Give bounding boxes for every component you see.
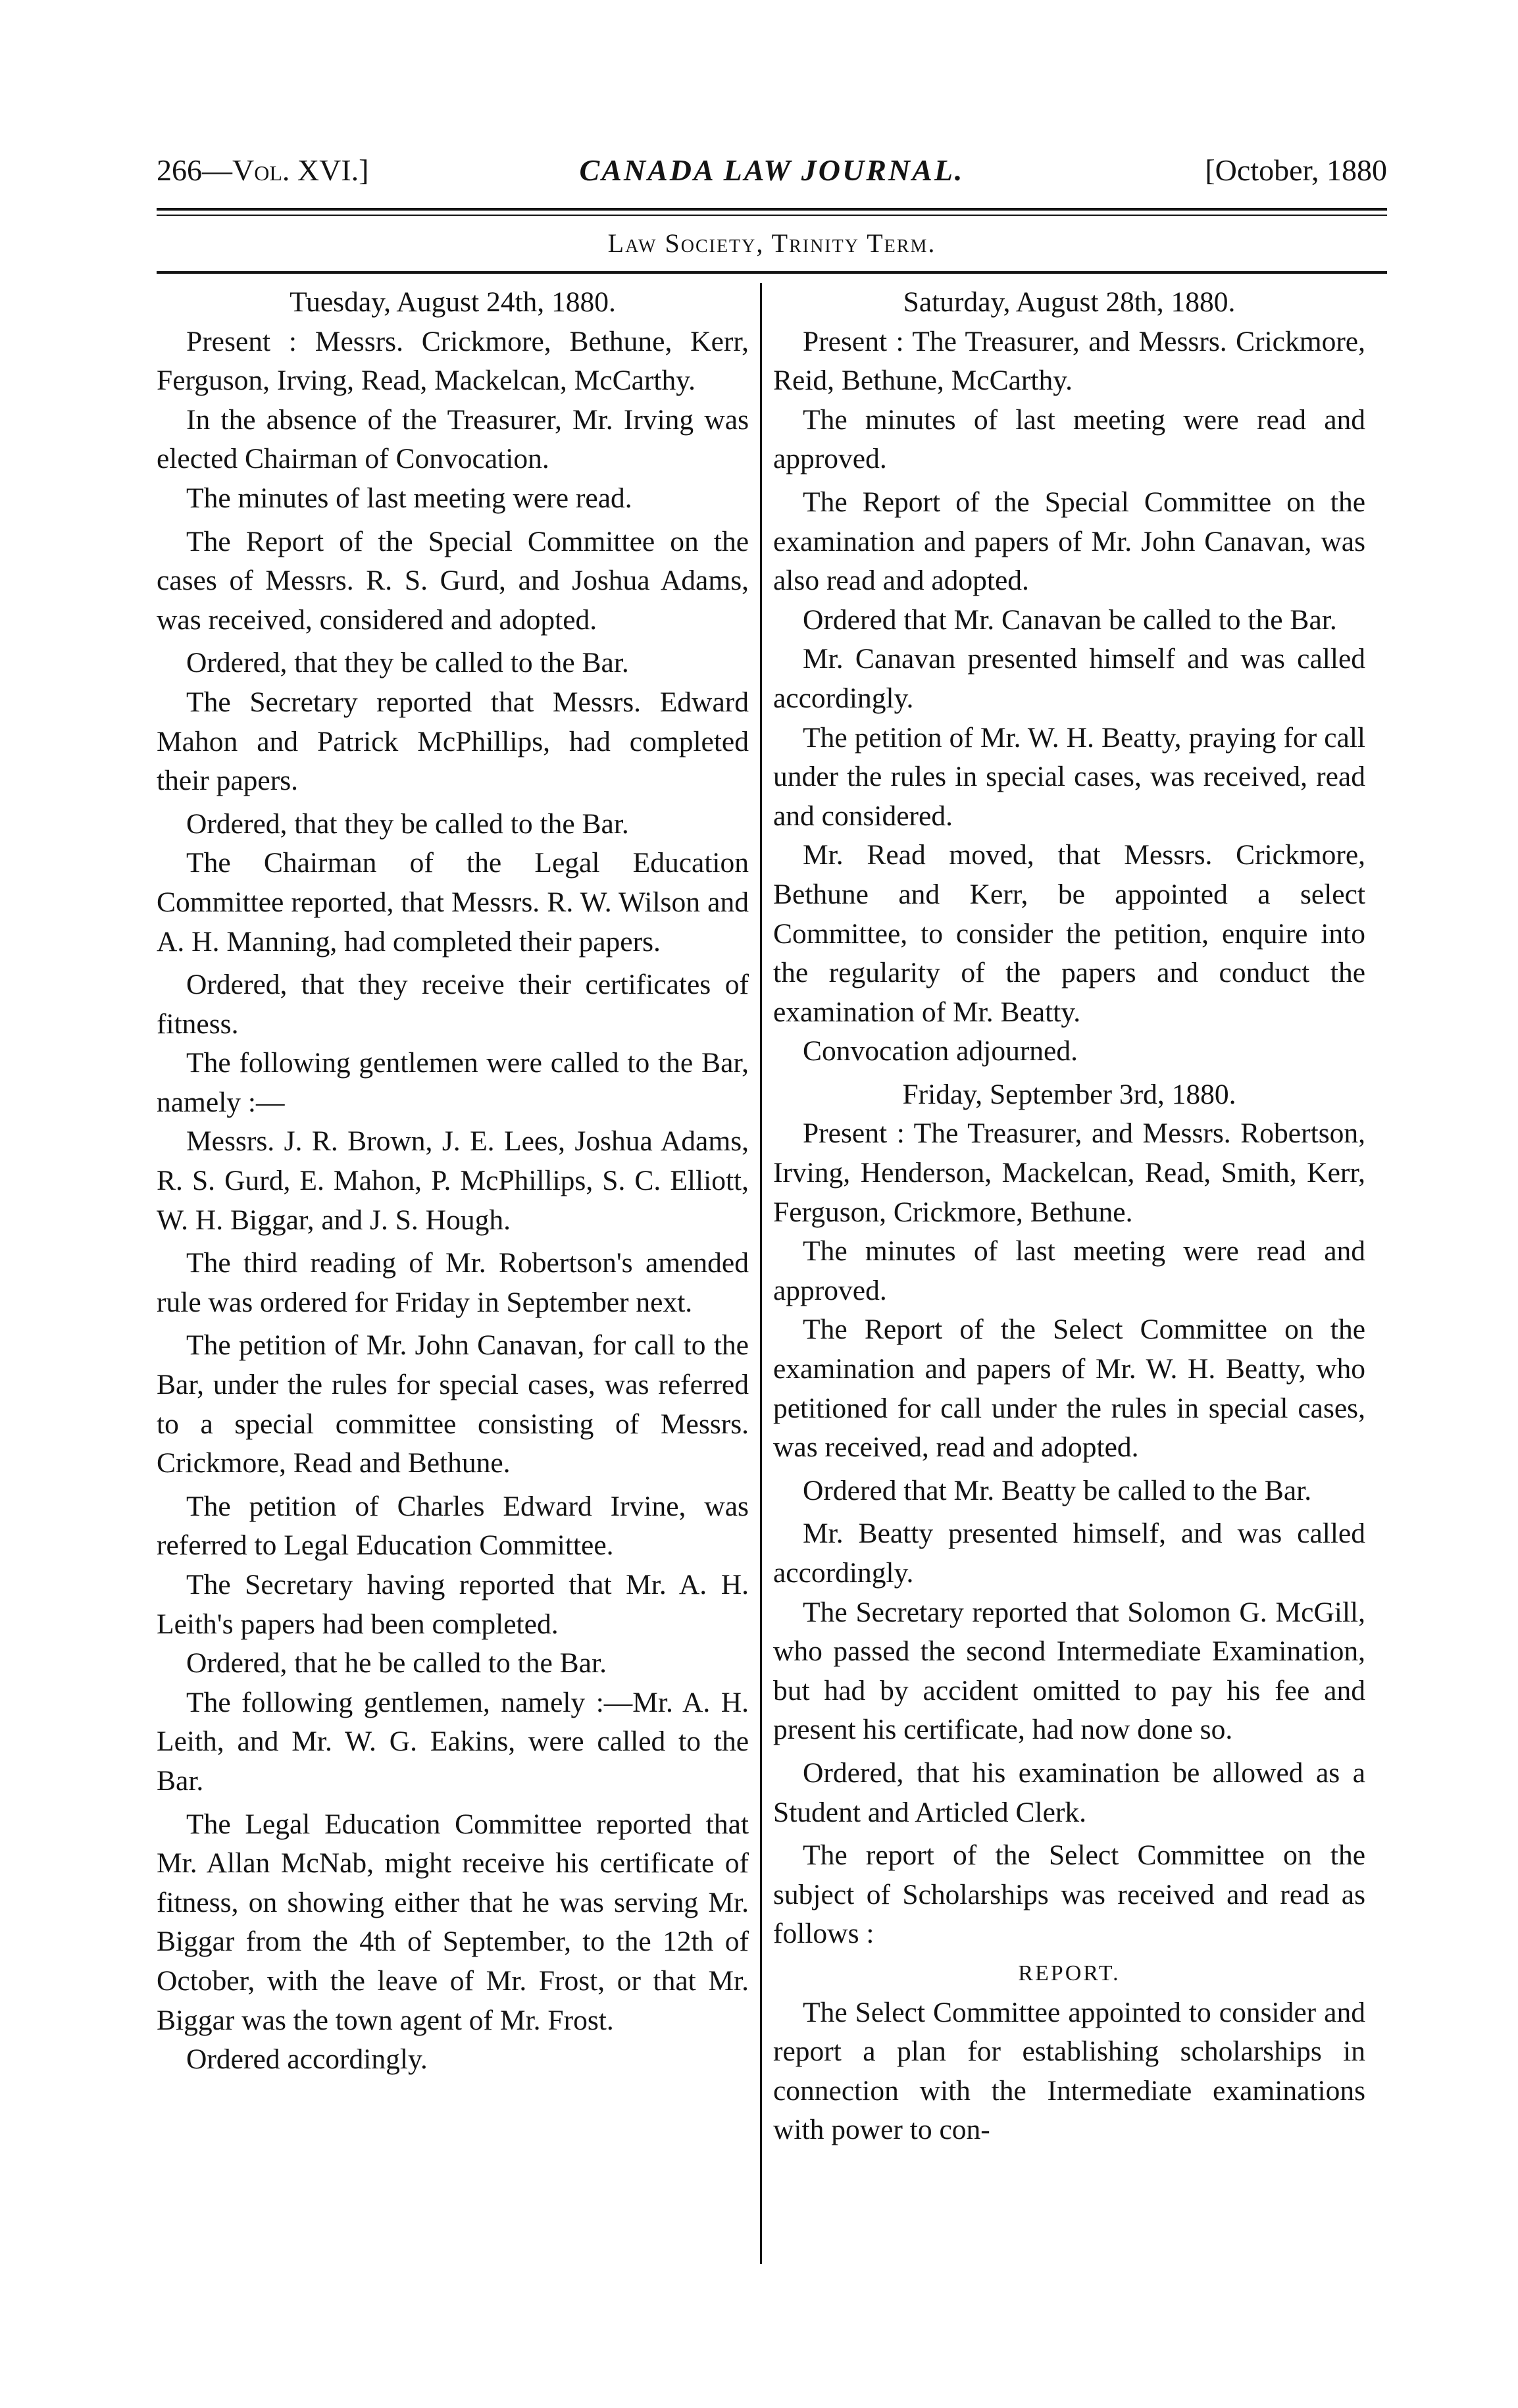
paragraph: Mr. Beatty presented himself, and was called accordingly.: [773, 1518, 1365, 1589]
paragraph: Ordered, that they be called to the Bar.: [186, 807, 629, 840]
paragraph: Convocation adjourned.: [803, 1035, 1078, 1067]
paragraph: The minutes of last meeting were read and approved.: [773, 1235, 1365, 1306]
journal-title: CANADA LAW JOURNAL.: [579, 153, 965, 187]
meeting-date: Saturday, August 28th, 1880.: [903, 286, 1236, 318]
running-head: [157, 153, 1387, 199]
paragraph: The petition of Charles Edward Irvine, was referred to Legal Education Committee.: [157, 1490, 749, 1562]
section-rule: [157, 271, 1387, 274]
paragraph: In the absence of the Treasurer, Mr. Irving was elected Chairman of Convocation.: [157, 403, 749, 475]
paragraph: Present : Messrs. Crickmore, Bethune, Kerr, Ferguson, Irving, Read, Mackelcan, McCarthy.: [157, 325, 749, 397]
paragraph: The third reading of Mr. Robertson's amended rule was ordered for Friday in September next.: [157, 1247, 749, 1318]
left-column: [157, 283, 749, 2080]
paragraph: The Legal Education Committee reported that Mr. Allan McNab, might receive his certificate of fitness, on showing either that he was serving Mr. Biggar from the 4th of September, to the 12th of October, with the leave of Mr. Frost, or that Mr. Biggar was the town agent of Mr. Frost.: [157, 1808, 749, 2036]
paragraph: Present : The Treasurer, and Messrs. Robertson, Irving, Henderson, Mackelcan, Read, Smith, Kerr, Ferguson, Crickmore, Bethune.: [773, 1117, 1365, 1228]
paragraph: The Report of the Special Committee on the cases of Messrs. R. S. Gurd, and Joshua Adams, was received, considered and adopted.: [157, 525, 749, 636]
paragraph: Ordered that Mr. Beatty be called to the Bar.: [803, 1474, 1312, 1506]
paragraph: The petition of Mr. W. H. Beatty, praying for call under the rules in special cases, was received, read and considered.: [773, 721, 1365, 832]
paragraph: Mr. Read moved, that Messrs. Crickmore, Bethune and Kerr, be appointed a select Committee, to consider the petition, enquire into the regularity of the papers and conduct the examination of Mr. Beatty.: [773, 839, 1365, 1028]
paragraph: The following gentlemen, namely :—Mr. A. H. Leith, and Mr. W. G. Eakins, were called to the Bar.: [157, 1686, 749, 1797]
paragraph: The Chairman of the Legal Education Committee reported, that Messrs. R. W. Wilson and A. H. Manning, had completed their papers.: [157, 847, 749, 958]
paragraph: The Secretary reported that Solomon G. McGill, who passed the second Intermediate Examination, but had by accident omitted to pay his fee and present his certificate, had now done so.: [773, 1596, 1365, 1746]
paragraph: Ordered that Mr. Canavan be called to the Bar.: [803, 603, 1337, 636]
paragraph: Ordered, that they be called to the Bar.: [186, 647, 629, 679]
paragraph: The minutes of last meeting were read and approved.: [773, 403, 1365, 475]
paragraph: Present : The Treasurer, and Messrs. Crickmore, Reid, Bethune, McCarthy.: [773, 325, 1365, 397]
paragraph: The Secretary reported that Messrs. Edward Mahon and Patrick McPhillips, had completed their papers.: [157, 686, 749, 797]
paragraph: Ordered, that he be called to the Bar.: [186, 1647, 607, 1679]
meeting-date: Friday, September 3rd, 1880.: [902, 1078, 1236, 1110]
right-column: [773, 283, 1365, 2150]
section-title: Law Society, Trinity Term.: [607, 228, 936, 258]
paragraph: The Select Committee appointed to consider and report a plan for establishing scholarships in connection with the Intermediate examinations with power to con-: [773, 1996, 1365, 2146]
page-volume-label: 266—Vol. XVI.]: [157, 153, 369, 187]
paragraph: Ordered, that his examination be allowed as a Student and Articled Clerk.: [773, 1756, 1365, 1828]
paragraph: The minutes of last meeting were read.: [186, 482, 632, 514]
paragraph: The petition of Mr. John Canavan, for call to the Bar, under the rules for special cases, was referred to a special committee consisting of Messrs. Crickmore, Read and Bethune.: [157, 1329, 749, 1479]
paragraph: The Report of the Select Committee on the examination and papers of Mr. W. H. Beatty, who petitioned for call under the rules in special cases, was received, read and adopted.: [773, 1314, 1365, 1464]
paragraph: Mr. Canavan presented himself and was called accordingly.: [773, 643, 1365, 714]
meeting-date: Tuesday, August 24th, 1880.: [290, 286, 616, 318]
paragraph: The following gentlemen were called to the Bar, namely :—: [157, 1047, 749, 1118]
paragraph: Ordered accordingly.: [186, 2043, 428, 2076]
header-double-rule: [157, 208, 1387, 216]
paragraph: Ordered, that they receive their certificates of fitness.: [157, 969, 749, 1040]
column-divider: [760, 283, 762, 2264]
report-heading: REPORT.: [1018, 1960, 1121, 1985]
issue-date: [October, 1880: [1205, 153, 1387, 187]
paragraph: The Report of the Special Committee on the examination and papers of Mr. John Canavan, was also read and adopted.: [773, 486, 1365, 597]
paragraph: The Secretary having reported that Mr. A. H. Leith's papers had been completed.: [157, 1569, 749, 1640]
paragraph: The report of the Select Committee on the subject of Scholarships was received and read as follows :: [773, 1839, 1365, 1950]
paragraph: Messrs. J. R. Brown, J. E. Lees, Joshua Adams, R. S. Gurd, E. Mahon, P. McPhillips, S. C. Elliott, W. H. Biggar, and J. S. Hough.: [157, 1125, 749, 1236]
